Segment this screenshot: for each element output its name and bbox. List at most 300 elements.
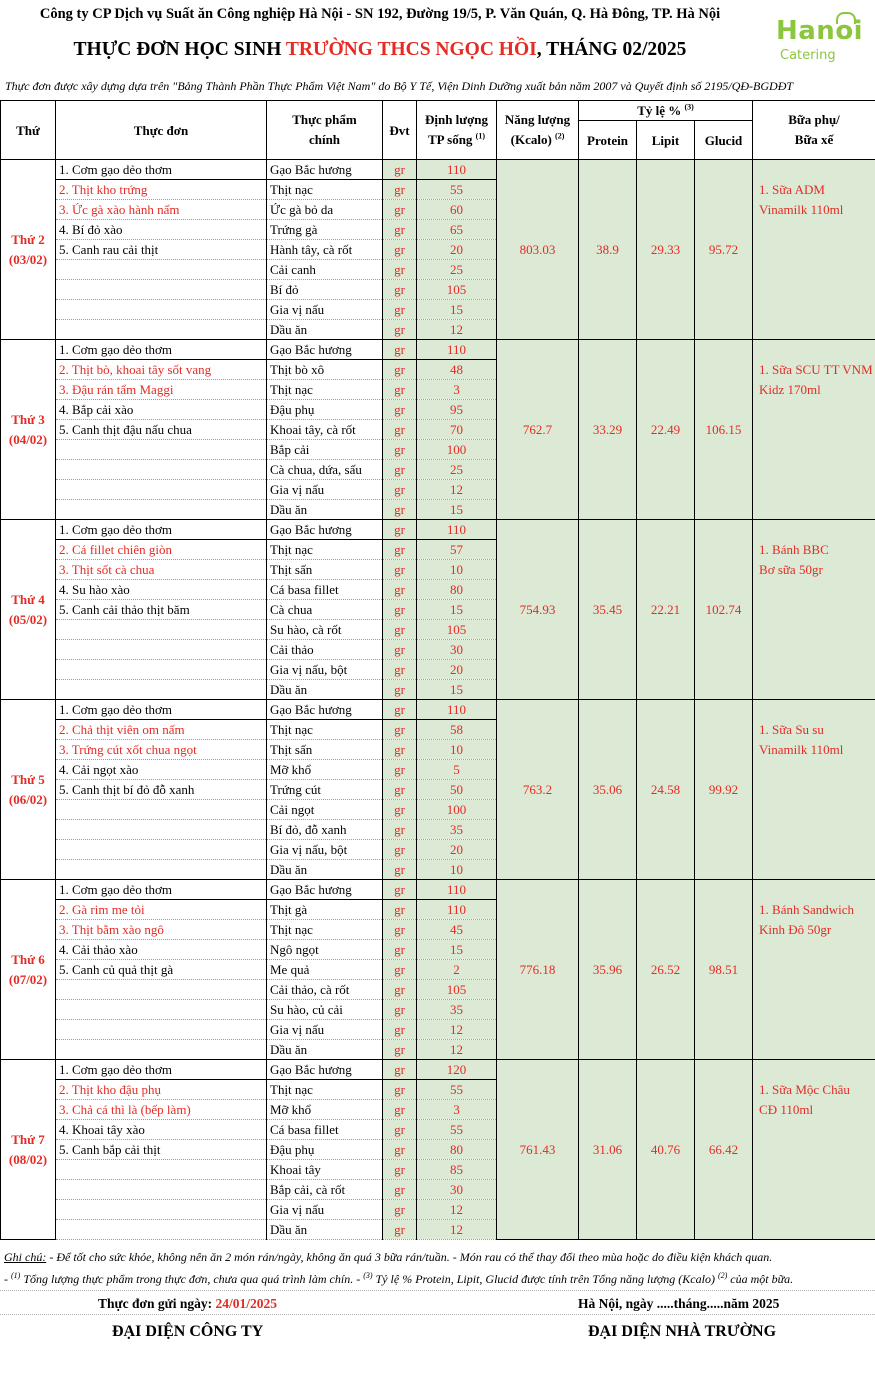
table-row [1, 340, 875, 360]
ingredient-unit: gr [383, 960, 417, 980]
ingredient-name: Trứng gà [267, 220, 383, 240]
col-header-dvt: Đvt [383, 101, 417, 160]
ingredient-qty: 20 [417, 660, 497, 680]
ingredient-name: Thịt nạc [267, 720, 383, 740]
ingredient-name: Bí đỏ, đỗ xanh [267, 820, 383, 840]
empty-cell [56, 1040, 267, 1060]
ingredient-unit: gr [383, 780, 417, 800]
ingredient-qty: 30 [417, 1180, 497, 1200]
ingredient-unit: gr [383, 980, 417, 1000]
snack-cell [753, 340, 875, 520]
dish-item: 4. Bắp cải xào [56, 400, 267, 420]
lipit-value: 40.76 [637, 1060, 695, 1240]
ingredient-unit: gr [383, 1180, 417, 1200]
ingredient-qty: 12 [417, 480, 497, 500]
ingredient-name: Hành tây, cà rốt [267, 240, 383, 260]
ingredient-name: Gạo Bắc hương [267, 520, 383, 540]
empty-cell [56, 300, 267, 320]
ingredient-unit: gr [383, 940, 417, 960]
col-header-ty-le [579, 101, 753, 121]
ingredient-name: Bí đỏ [267, 280, 383, 300]
bua-phu-line1: Bữa phụ/ [788, 112, 840, 127]
ingredient-name: Cải canh [267, 260, 383, 280]
snack-line: 1. Sữa SCU TT VNM [759, 362, 873, 377]
glucid-value: 66.42 [695, 1060, 753, 1240]
ingredient-qty: 50 [417, 780, 497, 800]
ingredient-qty: 80 [417, 1140, 497, 1160]
ingredient-name: Thịt nạc [267, 380, 383, 400]
col-header-glucid: Glucid [695, 121, 753, 160]
ingredient-unit: gr [383, 1080, 417, 1100]
ingredient-name: Thịt nạc [267, 920, 383, 940]
col-header-thuc-don: Thực đơn [56, 101, 267, 160]
ingredient-name: Cà chua [267, 600, 383, 620]
ingredient-qty: 48 [417, 360, 497, 380]
ingredient-unit: gr [383, 680, 417, 700]
glucid-value: 98.51 [695, 880, 753, 1060]
protein-value: 38.9 [579, 160, 637, 340]
ingredient-name: Cá basa fillet [267, 1120, 383, 1140]
logo-main-text: Hanoi [776, 16, 864, 46]
ingredient-unit: gr [383, 500, 417, 520]
table-row [1, 1060, 875, 1080]
ingredient-unit: gr [383, 1000, 417, 1020]
energy-value: 776.18 [497, 880, 579, 1060]
protein-value: 35.45 [579, 520, 637, 700]
ingredient-unit: gr [383, 380, 417, 400]
ingredient-qty: 3 [417, 1100, 497, 1120]
ingredient-name: Bắp cải, cà rốt [267, 1180, 383, 1200]
empty-cell [56, 820, 267, 840]
ingredient-qty: 20 [417, 240, 497, 260]
day-date: (03/02) [8, 251, 48, 267]
ingredient-unit: gr [383, 580, 417, 600]
ingredient-name: Mỡ khổ [267, 1100, 383, 1120]
ingredient-qty: 35 [417, 1000, 497, 1020]
ingredient-unit: gr [383, 240, 417, 260]
dinh-luong-line1: Định lượng [424, 112, 489, 127]
ingredient-qty: 10 [417, 860, 497, 880]
ingredient-name: Dầu ăn [267, 1220, 383, 1240]
ingredient-name: Thịt nạc [267, 180, 383, 200]
ingredient-unit: gr [383, 840, 417, 860]
ingredient-qty: 110 [417, 900, 497, 920]
empty-cell [56, 1220, 267, 1240]
ingredient-name: Thịt nạc [267, 1080, 383, 1100]
protein-value: 35.06 [579, 700, 637, 880]
dish-item: 2. Thịt kho trứng [56, 180, 267, 200]
ingredient-qty: 12 [417, 1020, 497, 1040]
empty-cell [56, 620, 267, 640]
ingredient-name: Dầu ăn [267, 320, 383, 340]
ingredient-name: Gia vị nấu, bột [267, 660, 383, 680]
empty-cell [56, 680, 267, 700]
ingredient-name: Cá basa fillet [267, 580, 383, 600]
empty-cell [56, 500, 267, 520]
dinh-luong-line2: TP sống [427, 132, 473, 147]
ingredient-qty: 12 [417, 1040, 497, 1060]
ingredient-qty: 20 [417, 840, 497, 860]
ingredient-name: Cà chua, dứa, sấu [267, 460, 383, 480]
empty-cell [56, 320, 267, 340]
ingredient-qty: 70 [417, 420, 497, 440]
ingredient-name: Dầu ăn [267, 1040, 383, 1060]
snack-line: 1. Bánh Sandwich [759, 902, 854, 917]
ingredient-unit: gr [383, 1140, 417, 1160]
ingredient-name: Cải thảo, cà rốt [267, 980, 383, 1000]
page-title [0, 39, 760, 61]
ingredient-unit: gr [383, 800, 417, 820]
dish-item: 4. Cải ngọt xào [56, 760, 267, 780]
ingredient-name: Thịt gà [267, 900, 383, 920]
table-row [1, 520, 875, 540]
ingredient-qty: 105 [417, 980, 497, 1000]
ingredient-qty: 110 [417, 340, 497, 360]
dish-item: 2. Gà rim me tỏi [56, 900, 267, 920]
title-prefix: THỰC ĐƠN HỌC SINH [73, 39, 286, 60]
ingredient-qty: 85 [417, 1160, 497, 1180]
ingredient-name: Gạo Bắc hương [267, 340, 383, 360]
ghi-chu-label: Ghi chú: [4, 1250, 47, 1264]
ingredient-name: Gạo Bắc hương [267, 160, 383, 180]
logo-sub-text: Catering [780, 48, 836, 63]
snack-line: 1. Sữa ADM [759, 182, 825, 197]
day-cell [1, 700, 56, 880]
dish-item: 1. Cơm gạo dẻo thơm [56, 520, 267, 540]
lipit-value: 26.52 [637, 880, 695, 1060]
table-row [1, 700, 875, 720]
ingredient-unit: gr [383, 300, 417, 320]
empty-cell [56, 1160, 267, 1180]
ingredient-qty: 65 [417, 220, 497, 240]
ingredient-qty: 120 [417, 1060, 497, 1080]
empty-cell [56, 460, 267, 480]
empty-cell [56, 440, 267, 460]
ingredient-qty: 15 [417, 680, 497, 700]
glucid-value: 106.15 [695, 340, 753, 520]
ingredient-qty: 110 [417, 700, 497, 720]
footnote-part-b: Tỷ lệ % Protein, Lipit, Glucid được tính trên Tổng năng lượng (Kcalo) [375, 1272, 715, 1286]
footnote-part-c: của một bữa. [730, 1272, 794, 1286]
ingredient-qty: 25 [417, 260, 497, 280]
ingredient-unit: gr [383, 420, 417, 440]
ingredient-unit: gr [383, 220, 417, 240]
glucid-value: 95.72 [695, 160, 753, 340]
ingredient-unit: gr [383, 900, 417, 920]
place-date: Hà Nội, ngày .....tháng.....năm 2025 [578, 1296, 780, 1311]
lipit-value: 24.58 [637, 700, 695, 880]
empty-cell [56, 1200, 267, 1220]
energy-value: 754.93 [497, 520, 579, 700]
ingredient-unit: gr [383, 1220, 417, 1240]
nang-luong-line1: Năng lượng [504, 112, 571, 127]
title-school: TRƯỜNG THCS NGỌC HỒI [285, 39, 537, 60]
ingredient-name: Thịt sấn [267, 560, 383, 580]
ingredient-unit: gr [383, 860, 417, 880]
ingredient-qty: 45 [417, 920, 497, 940]
ingredient-unit: gr [383, 440, 417, 460]
dish-item: 1. Cơm gạo dẻo thơm [56, 1060, 267, 1080]
ingredient-name: Ngô ngọt [267, 940, 383, 960]
glucid-value: 102.74 [695, 520, 753, 700]
ingredient-unit: gr [383, 260, 417, 280]
ingredient-name: Đậu phụ [267, 400, 383, 420]
ingredient-name: Gạo Bắc hương [267, 1060, 383, 1080]
dish-item: 2. Cá fillet chiên giòn [56, 540, 267, 560]
dish-item: 2. Thịt kho đậu phụ [56, 1080, 267, 1100]
snack-line: Bơ sữa 50gr [759, 562, 823, 577]
ingredient-name: Gia vị nấu, bột [267, 840, 383, 860]
empty-cell [56, 260, 267, 280]
school-representative: ĐẠI DIỆN NHÀ TRƯỜNG [588, 1323, 777, 1340]
ingredient-qty: 105 [417, 620, 497, 640]
day-label: Thứ 5 [11, 771, 45, 787]
empty-cell [56, 660, 267, 680]
ingredient-name: Dầu ăn [267, 680, 383, 700]
foot-sup-3: (3) [363, 1271, 373, 1280]
dish-item: 3. Thịt bằm xào ngô [56, 920, 267, 940]
ingredient-name: Dầu ăn [267, 860, 383, 880]
day-cell [1, 160, 56, 340]
dish-item: 2. Thịt bò, khoai tây sốt vang [56, 360, 267, 380]
ingredient-qty: 15 [417, 500, 497, 520]
col-header-dinh-luong [417, 101, 497, 160]
ingredient-unit: gr [383, 400, 417, 420]
ingredient-name: Cải ngọt [267, 800, 383, 820]
footnote-ghi-chu [4, 1250, 874, 1265]
sup-1: (1) [475, 131, 485, 141]
protein-value: 31.06 [579, 1060, 637, 1240]
ty-le-label: Tỷ lệ % [637, 103, 682, 118]
lipit-value: 22.49 [637, 340, 695, 520]
day-cell [1, 340, 56, 520]
ingredient-name: Thịt sấn [267, 740, 383, 760]
foot-sup-1: (1) [11, 1271, 21, 1280]
ingredient-unit: gr [383, 620, 417, 640]
ingredient-unit: gr [383, 660, 417, 680]
ingredient-name: Đậu phụ [267, 1140, 383, 1160]
ingredient-name: Cải thảo [267, 640, 383, 660]
source-note: Thực đơn được xây dựng dựa trên "Bảng Thành Phần Thực Phẩm Việt Nam" do Bộ Y Tế, Viện Dinh Dưỡng xuất bản năm 2007 và Quyết định số 2195/QĐ-BGDĐT [5, 79, 794, 93]
ingredient-qty: 5 [417, 760, 497, 780]
ingredient-qty: 15 [417, 300, 497, 320]
ingredient-name: Khoai tây [267, 1160, 383, 1180]
ingredient-unit: gr [383, 520, 417, 540]
snack-line: 1. Bánh BBC [759, 542, 829, 557]
ingredient-qty: 2 [417, 960, 497, 980]
col-header-nang-luong [497, 101, 579, 160]
glucid-value: 99.92 [695, 700, 753, 880]
dish-item: 4. Cải thảo xào [56, 940, 267, 960]
divider [0, 1290, 875, 1291]
snack-line: Kidz 170ml [759, 382, 821, 397]
ingredient-name: Gia vị nấu [267, 1020, 383, 1040]
ingredient-unit: gr [383, 1160, 417, 1180]
ingredient-unit: gr [383, 360, 417, 380]
dish-item: 5. Canh cải thảo thịt băm [56, 600, 267, 620]
dish-item: 3. Đậu rán tẩm Maggi [56, 380, 267, 400]
ingredient-name: Me quả [267, 960, 383, 980]
col-header-lipit: Lipit [637, 121, 695, 160]
sup-2: (2) [555, 131, 565, 141]
ingredient-unit: gr [383, 200, 417, 220]
dish-item: 1. Cơm gạo dẻo thơm [56, 880, 267, 900]
ingredient-name: Gạo Bắc hương [267, 700, 383, 720]
dish-item: 2. Chả thịt viên om nấm [56, 720, 267, 740]
col-header-protein: Protein [579, 121, 637, 160]
dish-item: 1. Cơm gạo dẻo thơm [56, 340, 267, 360]
nang-luong-line2: (Kcalo) [510, 132, 552, 147]
ingredient-unit: gr [383, 540, 417, 560]
empty-cell [56, 480, 267, 500]
ingredient-qty: 57 [417, 540, 497, 560]
ingredient-name: Su hào, cà rốt [267, 620, 383, 640]
ingredient-name: Ức gà bỏ da [267, 200, 383, 220]
menu-table [0, 100, 875, 1240]
day-date: (08/02) [8, 1151, 48, 1167]
protein-value: 33.29 [579, 340, 637, 520]
snack-cell [753, 880, 875, 1060]
ingredient-unit: gr [383, 320, 417, 340]
ingredient-qty: 80 [417, 580, 497, 600]
snack-line: Vinamilk 110ml [759, 202, 844, 217]
dish-item: 3. Ức gà xào hành nấm [56, 200, 267, 220]
ingredient-unit: gr [383, 1100, 417, 1120]
ingredient-qty: 105 [417, 280, 497, 300]
ingredient-unit: gr [383, 1060, 417, 1080]
ingredient-qty: 58 [417, 720, 497, 740]
dish-item: 5. Canh thịt bí đỏ đỗ xanh [56, 780, 267, 800]
empty-cell [56, 1000, 267, 1020]
dish-item: 1. Cơm gạo dẻo thơm [56, 160, 267, 180]
footnote-part-a: Tổng lượng thực phẩm trong thực đơn, chưa qua quá trình làm chín. - [23, 1272, 361, 1286]
ingredient-unit: gr [383, 720, 417, 740]
ingredient-qty: 55 [417, 1080, 497, 1100]
dish-item: 4. Khoai tây xào [56, 1120, 267, 1140]
energy-value: 803.03 [497, 160, 579, 340]
hanoi-catering-logo [772, 12, 872, 70]
day-cell [1, 880, 56, 1060]
ingredient-qty: 110 [417, 880, 497, 900]
ingredient-qty: 12 [417, 1200, 497, 1220]
ingredient-qty: 95 [417, 400, 497, 420]
col-header-thuc-pham [267, 101, 383, 160]
ingredient-unit: gr [383, 1120, 417, 1140]
ghi-chu-text: - Để tốt cho sức khỏe, không nên ăn 2 món rán/ngày, không ăn quá 3 bữa rán/tuần. - Món rau có thể thay đổi theo mùa hoặc do điều kiện khách quan. [46, 1250, 773, 1264]
snack-line: 1. Sữa Mộc Châu [759, 1082, 850, 1097]
col-header-thu: Thứ [1, 101, 56, 160]
day-label: Thứ 2 [11, 231, 45, 247]
ingredient-name: Trứng cút [267, 780, 383, 800]
ingredient-unit: gr [383, 600, 417, 620]
table-row [1, 160, 875, 180]
day-cell [1, 520, 56, 700]
ingredient-name: Thịt bò xô [267, 360, 383, 380]
company-representative: ĐẠI DIỆN CÔNG TY [112, 1323, 264, 1340]
ingredient-unit: gr [383, 180, 417, 200]
sent-date-value: 24/01/2025 [215, 1296, 277, 1311]
day-label: Thứ 3 [11, 411, 45, 427]
ingredient-name: Dầu ăn [267, 500, 383, 520]
day-date: (04/02) [8, 431, 48, 447]
snack-cell [753, 520, 875, 700]
ingredient-qty: 15 [417, 600, 497, 620]
ingredient-name: Khoai tây, cà rốt [267, 420, 383, 440]
ingredient-unit: gr [383, 480, 417, 500]
ingredient-unit: gr [383, 740, 417, 760]
ingredient-name: Thịt nạc [267, 540, 383, 560]
day-cell [1, 1060, 56, 1240]
menu-body [1, 160, 875, 1240]
ingredient-unit: gr [383, 700, 417, 720]
ingredient-unit: gr [383, 560, 417, 580]
day-date: (07/02) [8, 971, 48, 987]
thuc-pham-line2: chính [308, 132, 341, 147]
ingredient-qty: 55 [417, 180, 497, 200]
empty-cell [56, 640, 267, 660]
energy-value: 762.7 [497, 340, 579, 520]
bua-phu-line2: Bữa xế [794, 132, 834, 147]
dish-item: 5. Canh thịt đậu nấu chua [56, 420, 267, 440]
ingredient-unit: gr [383, 340, 417, 360]
ingredient-qty: 15 [417, 940, 497, 960]
snack-cell [753, 700, 875, 880]
ingredient-name: Su hào, củ cải [267, 1000, 383, 1020]
empty-cell [56, 980, 267, 1000]
ingredient-unit: gr [383, 820, 417, 840]
table-row [1, 880, 875, 900]
empty-cell [56, 860, 267, 880]
ingredient-qty: 30 [417, 640, 497, 660]
snack-cell [753, 1060, 875, 1240]
snack-line: CĐ 110ml [759, 1102, 814, 1117]
company-info: Công ty CP Dịch vụ Suất ăn Công nghiệp Hà Nội - SN 192, Đường 19/5, P. Văn Quán, Q. Hà Đông, TP. Hà Nội [39, 6, 721, 22]
lipit-value: 22.21 [637, 520, 695, 700]
snack-cell [753, 160, 875, 340]
ingredient-qty: 3 [417, 380, 497, 400]
day-label: Thứ 4 [11, 591, 45, 607]
ingredient-unit: gr [383, 1040, 417, 1060]
ingredient-unit: gr [383, 640, 417, 660]
ingredient-qty: 110 [417, 520, 497, 540]
ingredient-unit: gr [383, 920, 417, 940]
ingredient-name: Gia vị nấu [267, 300, 383, 320]
empty-cell [56, 840, 267, 860]
ingredient-name: Gạo Bắc hương [267, 880, 383, 900]
ingredient-qty: 12 [417, 320, 497, 340]
sup-3: (3) [684, 102, 694, 112]
day-date: (06/02) [8, 791, 48, 807]
lipit-value: 29.33 [637, 160, 695, 340]
dish-item: 3. Trứng cút xốt chua ngọt [56, 740, 267, 760]
ingredient-name: Gia vị nấu [267, 1200, 383, 1220]
ingredient-qty: 100 [417, 800, 497, 820]
day-date: (05/02) [8, 611, 48, 627]
ingredient-name: Bắp cải [267, 440, 383, 460]
col-header-bua-phu [753, 101, 875, 160]
ingredient-unit: gr [383, 1200, 417, 1220]
dish-item: 3. Chả cá thì là (bếp làm) [56, 1100, 267, 1120]
divider [0, 1314, 875, 1315]
energy-value: 763.2 [497, 700, 579, 880]
snack-line: Kinh Đô 50gr [759, 922, 832, 937]
energy-value: 761.43 [497, 1060, 579, 1240]
ingredient-unit: gr [383, 160, 417, 180]
ingredient-qty: 35 [417, 820, 497, 840]
foot-sup-2: (2) [717, 1271, 728, 1280]
day-label: Thứ 6 [11, 951, 45, 967]
dish-item: 5. Canh bắp cải thịt [56, 1140, 267, 1160]
